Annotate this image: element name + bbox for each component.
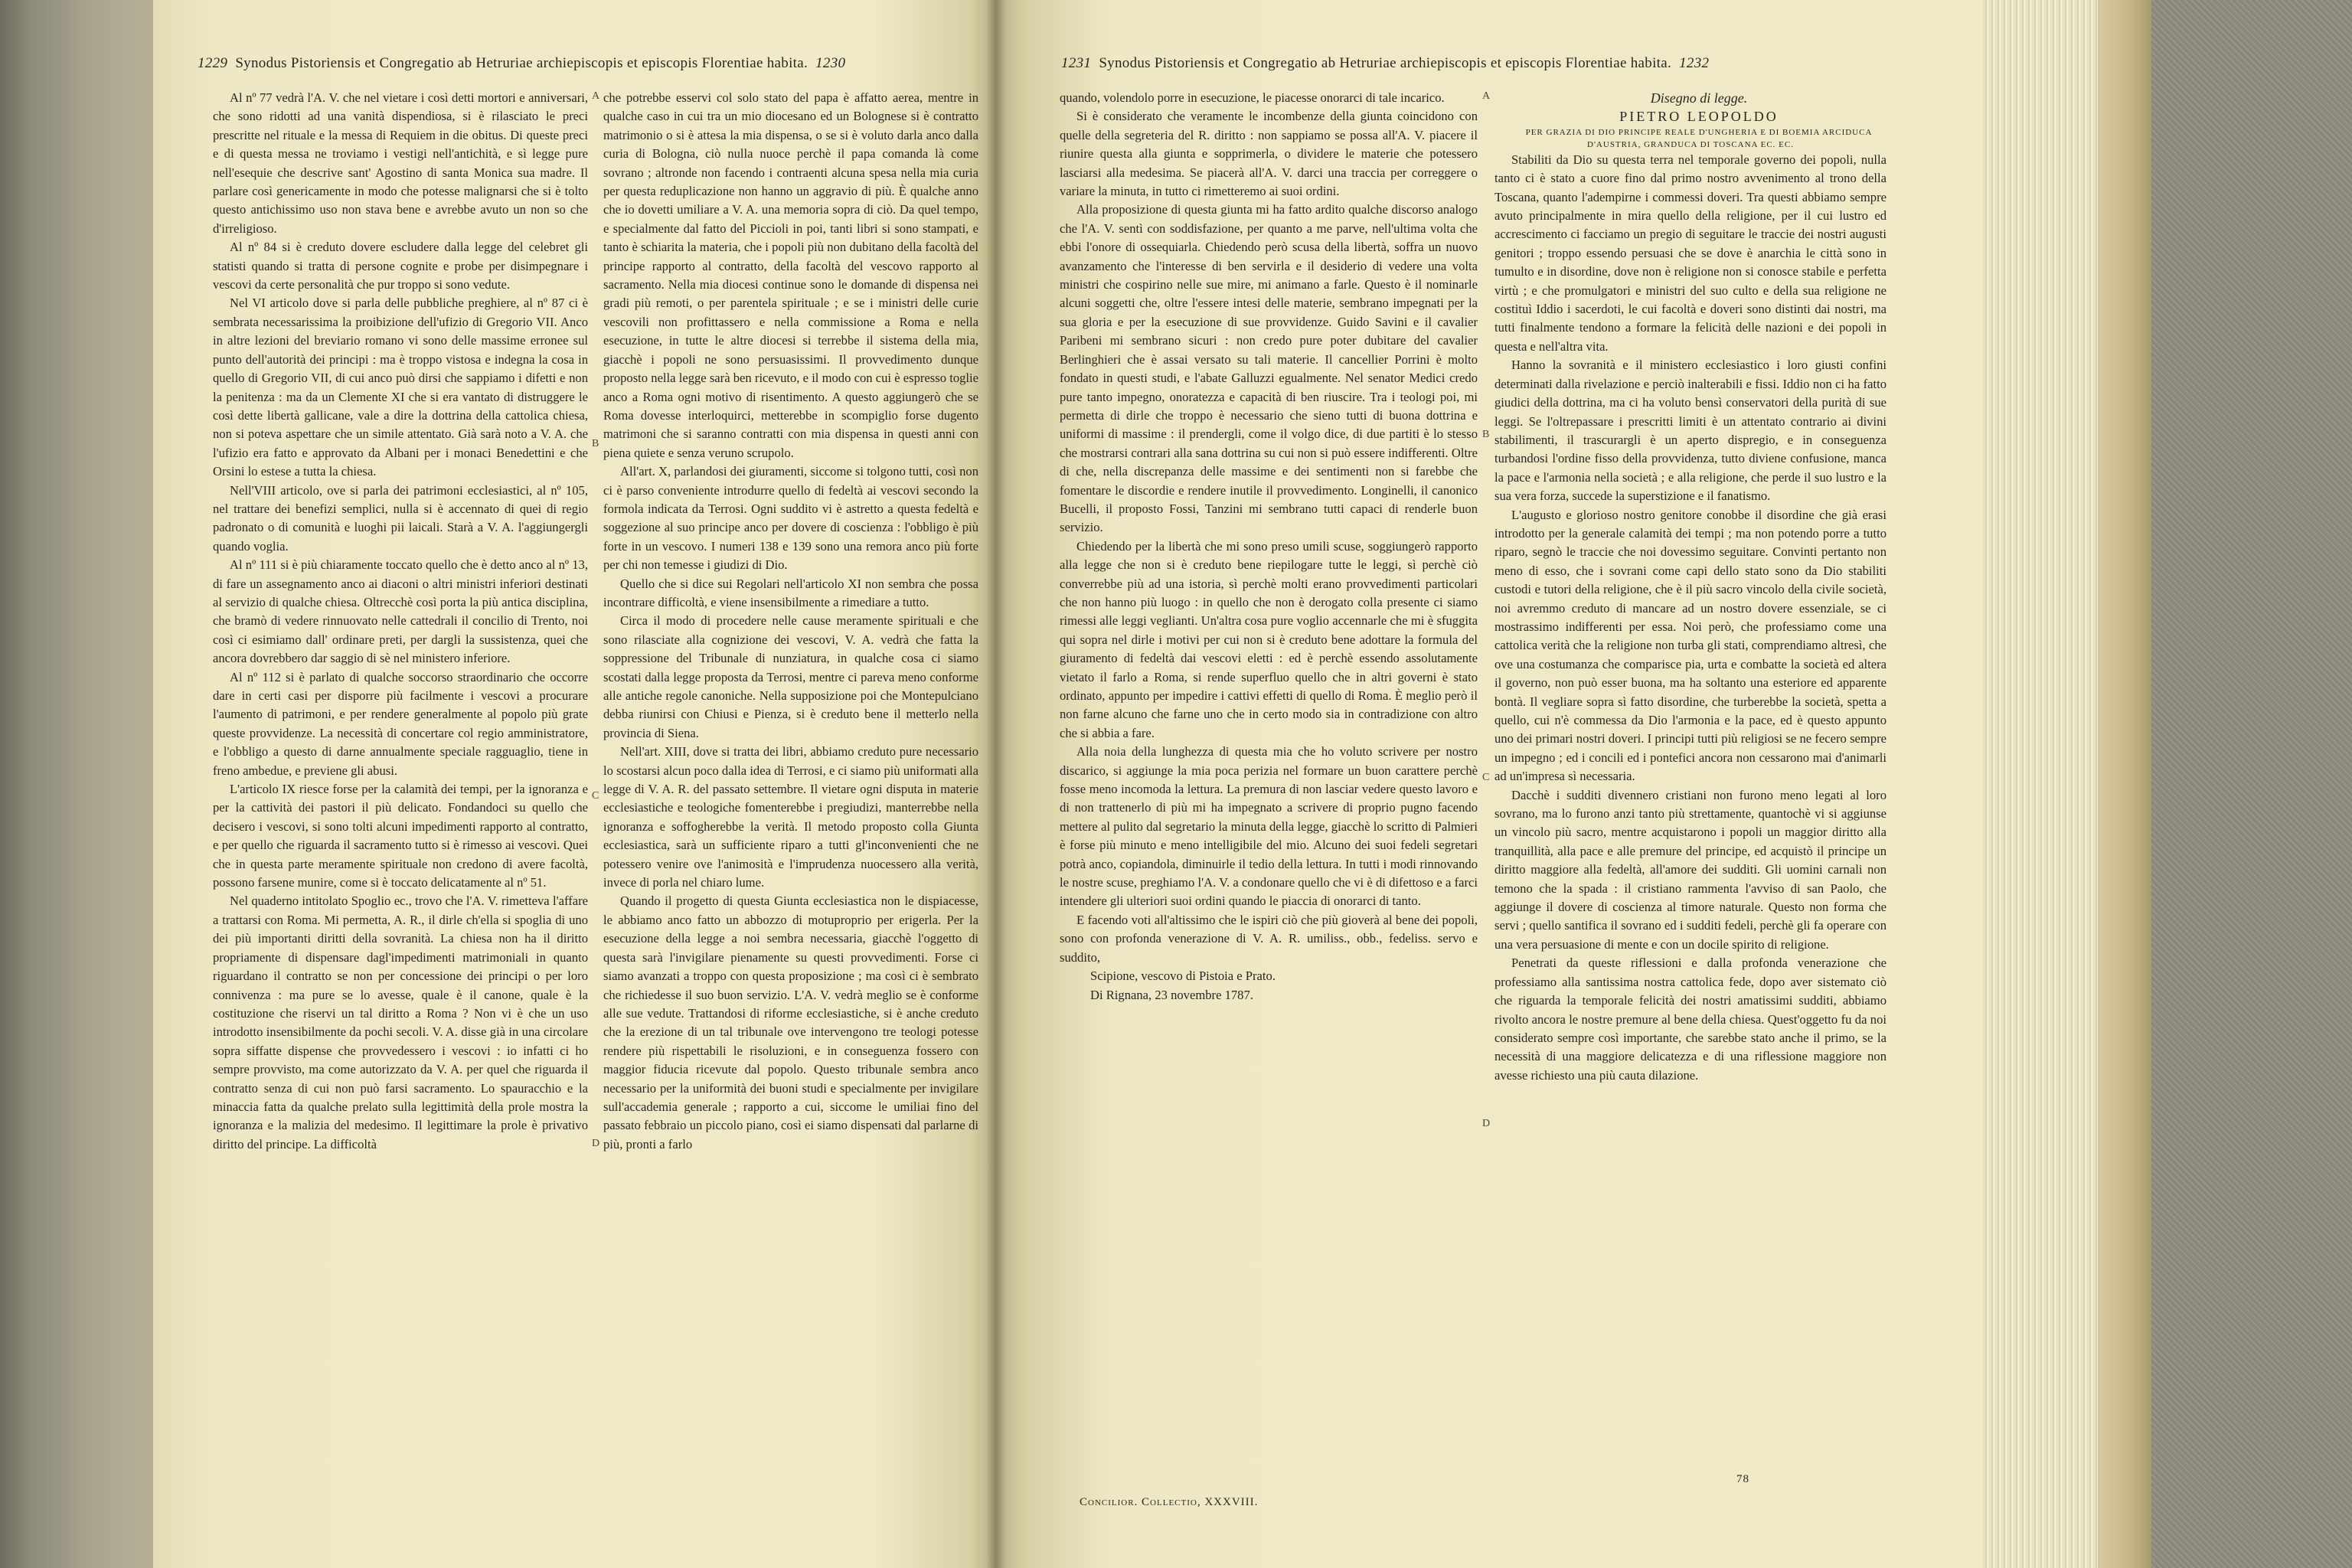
right-page — [995, 0, 1983, 1568]
paragraph: Dacchè i sudditi divennero cristiani non furono meno legati al loro sovrano, ma lo furono anzi tanto più strettamente, quantochè vi si aggiunse un vincolo più sacro, mentre acquistarono i popoli un maggior diritto alla tranquillità, alla pace e alle premure del principe, ed acquistò il principe un diritto maggiore alla fedeltà, all'amore dei sudditi. Gli uomini carnali non temono che la spada : il cristiano rammenta l'avviso di san Paolo, che aggiunge il dovere di coscienza al timore naturale. Questo non forma che servi ; quello santifica il sovrano ed i sudditi fedeli, perchè gli fa operare con una vera persuasione di mente e con un docile spirito di religione. — [1494, 787, 1886, 952]
paragraph: Hanno la sovranità e il ministero ecclesiastico i loro giusti confini determinati dalla rivelazione e perciò inalterabili e fissi. Iddio non ci ha fatto giudici della dottrina, ma ci ha voluto bensì conservatori della purità di sue leggi. Se l'oltrepassare i prescritti limiti è un attentato contrario ai divini stabilimenti, il trascurargli è un aperto dispregio, e in conseguenza turbandosi l'ordine fisso della provvidenza, tutto diviene confusione, manca la pace e l'armonia nella società ; e alla religione, che perde il suo lustro e la sua vera forza, succede la superstizione e il fanatismo. — [1494, 358, 1886, 504]
paragraph: Al nº 111 si è più chiaramente toccato quello che è detto anco al nº 13, di fare un assegnamento anco ai diaconi o altri ministri inferiori destinati al servizio di qualche chiesa. Oltrecchè così porta la più antica disciplina, che bramò di vedere rinnuovato nelle cattedrali il concilio di Trento, noi così ci esimiamo dall' ordinare preti, per dargli la sussistenza, quei che ancora dovrebbero dar saggio di sè nel ministero inferiore. — [213, 557, 588, 666]
paragraph: Nel quaderno intitolato Spoglio ec., trovo che l'A. V. rimetteva l'affare a trattarsi con Roma. Mi permetta, A. R., il dirle ch'ella si spoglia di uno dei più importanti diritti della sovranità. La chiesa non ha il diritto propriamente di dispensare dagl'impedimenti matrimoniali in quanto riguardano il contratto se non per concessione dei principi o per loro connivenza : ma pure se lo avesse, quale è il canone, quale è la costituzione che riservi un tal diritto a Roma ? Non vi è che un uso introdotto insensibilmente da pochi secoli. V. A. disse già in una circolare sopra siffatte dispense che provvedessero i vescovi : io infatti ci ho sempre provvisto, ma come autorizzato da V. A. per quel che riguarda il contratto senza di cui non può farsi sacramento. Lo spauracchio e la minaccia fatta da qualche prelato sulla legittimità della prole mostra la ignoranza e la malizia del medesimo. Il legittimare la prole è privativo diritto del principe. La difficoltà — [213, 893, 588, 1152]
paragraph: Quando il progetto di questa Giunta ecclesiastica non le dispiacesse, le abbiamo anco fatto un abbozzo di motuproprio per erigerla. Per la esecuzione della legge a noi sembra necessaria, giacchè l'oggetto di questa sarà l'invigilare pienamente su questi provvedimenti. Forse ci siamo avanzati a troppo con questa proposizione ; ma così ci è sembrato che richiedesse il suo buon servizio. L'A. V. vedrà meglio se è conforme alle sue vedute. Trattandosi di riforme ecclesiastiche, si è anche creduto che la erezione di un tal tribunale ove intervengono tre teologi potesse rendere più rispettabili le risoluzioni, e in conseguenza fossero con maggior fiducia ricevute dal popolo. Questo tribunale sembra anco necessario per la uniformità dei buoni studi e specialmente per invigilare sull'accademia generale ; rapporto a cui, siccome le umiliai fino del passato febbraio un piccolo piano, così ei siamo dispensati dal parlarne di più, pronti a farlo — [603, 893, 978, 1152]
left-header-right-number: 1230 — [815, 55, 846, 71]
margin-letter-a: A — [592, 90, 600, 102]
margin-letter-d: D — [1482, 1118, 1491, 1129]
margin-letter-b: B — [592, 438, 599, 449]
paragraph: Si è considerato che veramente le incombenze della giunta coincidono con quelle della segreteria del R. diritto : non sappiamo se possa all'A. V. piacere il riunire questa alla giunta e sopprimerla, o dividere le materie che potessero lasciarsi alla medesima. Se piacerà all'A. V. darci una traccia per correggere o variare la minuta, in tutto ci rimetteremo ai suoi ordini. — [1060, 109, 1478, 199]
book-gutter — [986, 0, 1006, 1568]
paragraph: Stabiliti da Dio su questa terra nel temporale governo dei popoli, nulla tanto ci è stato a cuore fino dal primo nostro avvenimento al trono della Toscana, quanto l'adempirne i commessi doveri. Tra questi abbiamo sempre avuto principalmente in mira quello della religione, per il cui lustro ed accrescimento ci facciamo un pregio di seguitare le traccie dei nostri augusti genitori ; troppo essendo persuasi che se dove è anarchia le città sono in tumulto e in disordine, dove non è religione non si conosce stabile e perfetta virtù ; e che promulgatori e ministri del suo culto e della sua religione ne costituì Iddio i sacerdoti, le cui facoltà e doveri sono distinti dai nostri, ma tutti finalmente tendono a formare la felicità delle nazioni e dei popoli in questa e nell'altra vita. — [1494, 152, 1886, 354]
left-column-1 — [213, 89, 588, 1154]
paragraph: Circa il modo di procedere nelle cause meramente spirituali e che sono rilasciate alla cognizione dei vescovi, V. A. vedrà che fatta la soppressione del Tribunale di nunziatura, in qualche cosa ci siamo scostati dalla legge proposta da Terrosi, mentre ci pareva meno conforme alle antiche regole canoniche. Nella supposizione poi che Montepulciano debba riunirsi con Chiusi e Pienza, si è creduto bene il metterlo nella provincia di Siena. — [603, 613, 978, 740]
paragraph: che potrebbe esservi col solo stato del papa è affatto aerea, mentre in qualche caso in cui tra un mio diocesano ed un Bolognese si è contratto matrimonio o si è attesa la mia dispensa, o se si è voluto darla anco dalla curia di Bologna, ciò nulla nuoce perchè il papa comanda là come sovrano ; altronde non facendo i contraenti alcuna spesa nella mia curia per questa reduplicazione non hanno un aggravio di più. È qualche anno che io dovetti umiliare a V. A. una memoria sopra di ciò. Da quel tempo, e specialmente dal fatto del Piccioli in poi, tanti libri si sono stampati, e tanto è schiarita la materia, che i popoli più non dubitano della facoltà del principe rapporto al contratto, della facoltà del vescovo rapporto al sacramento. Nella mia diocesi continue sono le domande di dispensa nei gradi più remoti, o per parentela spirituale ; e se i ministri delle curie vescovili non profittassero e nella commissione a Roma e nella esecuzione, in tutte le altre diocesi si terrebbe il sistema della mia, giacchè i popoli ne sono persuasissimi. Il provvedimento dunque proposto nella legge sarà ben ricevuto, e il modo con cui è espresso toglie anco a Roma ogni motivo di risentimento. A questo aggiungerò che se Roma dovesse interloquirci, metterebbe in scompiglio forse dugento matrimoni che si saranno contratti con mia dispensa in questi anni con piena quiete e senza veruno scrupolo. — [603, 90, 978, 460]
page-edges — [1983, 0, 2098, 1568]
letter-date: Di Rignana, 23 novembre 1787. — [1090, 987, 1253, 1002]
left-page — [153, 0, 995, 1568]
paragraph: L'augusto e glorioso nostro genitore conobbe il disordine che già erasi introdotto per la generale calamità dei tempi ; ma non potendo porre a tutto riparo, segnò le traccie che noi dovessimo seguitare. Convinti pertanto non meno di esso, che i sovrani come capi dello stato sono da Dio stabiliti custodi e tutori della religione, che è il più sacro vincolo della civile società, noi avremmo creduto di mancare ad un nostro dovere essenziale, se ci mostrassimo indifferenti per essa. Noi però, che professiamo come una cattolica verità che la religione non turba gli stati, comprendiamo altresì, che ove una costumanza che comparisce pia, urta e combatte la società ed altera il governo, non può esser buona, ma ha soltanto una esteriore ed apparente bontà. Il vegliare sopra sì fatto disordine, che turberebbe la società, spetta a quello, cui n'è commessa da Dio l'armonia e la pace, ed è questo appunto uno dei primari nostri doveri. I principi tutti più religiosi se ne fecero sempre un impegno ; ed i concili ed i pontefici ancora non cessarono mai d'animarli ad un'impresa sì necessaria. — [1494, 507, 1886, 784]
sovereign-name: PIETRO LEOPOLDO — [1619, 109, 1779, 125]
right-column-1 — [1060, 89, 1478, 1004]
paragraph: Nell'art. XIII, dove si tratta dei libri, abbiamo creduto pure necessario lo scostarsi alcun poco dalla idea di Terrosi, e ci siamo più uniformati alla legge di V. A. R. del passato settembre. Il vietare ogni disputa in materie ecclesiastiche e teologiche fomenterebbe i pregiudizi, manterrebbe nella ignoranza e soffogherebbe la verità. Il metodo proposto colla Giunta ecclesiastica, sarà un sufficiente riparo a tutti gl'inconvenienti che ne potessero venire ove l'animosità e l'imprudenza nuocessero alla verità, invece di porla nel chiaro lume. — [603, 744, 978, 890]
margin-letter-c: C — [592, 790, 599, 802]
margin-letter-b: B — [1482, 429, 1490, 440]
sovereign-titles: PER GRAZIA DI DIO PRINCIPE REALE D'UNGHERIA E DI BOEMIA ARCIDUCA D'AUSTRIA, GRANDUCA DI TOSCANA EC. EC. — [1525, 127, 1873, 149]
paragraph: E facendo voti all'altissimo che le ispiri ciò che più gioverà al bene dei popoli, sono con profonda venerazione di V. A. R. umiliss., obb., fedeliss. servo e suddito, — [1060, 912, 1478, 965]
paragraph: Nel VI articolo dove si parla delle pubbliche preghiere, al nº 87 ci è sembrata necessarissima la proibizione dell'ufizio di Gregorio VII. Anco in altre lezioni del breviario romano vi sono delle massime erronee sul punto dell'autorità dei principi : ma è troppo vistosa e indegna la cosa in quello di Gregorio VII, di cui anco può dirsi che sappiamo i difetti e non la penitenza : ma da un Clemente XI che si era vantato di distruggere le così dette libertà gallicane, vale a dire la dottrina della cattolica chiesa, non si poteva aspettare che un simile attentato. Già sarà noto a V. A. che l'ufizio era fatto e approvato da Albani per i monaci Benedettini e che Orsini lo estese a tutta la chiesa. — [213, 296, 588, 479]
right-column-2 — [1494, 89, 1886, 1085]
paragraph: Alla noia della lunghezza di questa mia che ho voluto scrivere per nostro discarico, si aggiunge la mia poca perizia nel formare un buon carattere perchè fosse meno incomoda la lettura. La premura di non lasciar vedere questo lavoro e di non trattenerlo di più mi ha impegnato a scrivere di proprio pugno facendo mettere al pulito dal segretario la minuta della legge, giacchè lo scritto di Palmieri è forse più minuto e meno intelligibile del mio. Alcuno dei suoi fedeli segretari potrà anco, copiandola, diminuirle il tedio della lettura. In tutti i modi rinnovando le nostre scuse, preghiamo l'A. V. a condonare quello che vi è di difettoso e a farci intendere gli ulteriori suoi ordini quando le piaccia di onorarci di tanto. — [1060, 744, 1478, 909]
paragraph: All'art. X, parlandosi dei giuramenti, siccome si tolgono tutti, così non ci è parso conveniente introdurre quello di fedeltà ai vescovi secondo la formola indicata da Terrosi. Ogni suddito vi è astretto a questa fedeltà e soggezione al suo principe anco per dovere di coscienza : l'obbligo è più forte in un vescovo. I numeri 138 e 139 sono una remora anco più forte per chi non temesse i giudizi di Dio. — [603, 464, 978, 573]
paragraph: Chiedendo per la libertà che mi sono preso umili scuse, soggiungerò rapporto alla legge che non si è creduto bene riepilogare tutte le leggi, sì perchè ciò converrebbe più ad una istoria, sì perchè molti erano provvedimenti particolari che non hanno più luogo : in quello che non è derogato colla presente ci siamo rimessi alle leggi veglianti. Un'altra cosa pure voglio accennarle che mi è sfuggita qui sopra nel dirle i motivi per cui non si è creduto bene adottare la formula del giuramento di fedeltà dai vescovi eletti : ed è perchè essendo assolutamente vietato il farlo a Roma, si rende superfluo quello che in altri governi è stato ordinato, appunto per impedire i cattivi effetti di quello di Roma. È meglio però il non farne alcuno che farne uno che in certo modo sia in contradizione con altro che si abbia a fare. — [1060, 538, 1478, 740]
right-header-left-number: 1231 — [1061, 55, 1092, 71]
paragraph: Alla proposizione di questa giunta mi ha fatto ardito qualche discorso analogo che l'A. V. sentì con soddisfazione, per quanto a me parve, nell'ultima volta che ebbi l'onore di ossequiarla. Chiedendo però scusa della libertà, soffra un nuovo avanzamento che l'interesse di ben servirla e il desiderio di vedere una volta ministri che cospirino nelle sue mire, mi animano a farle. Questo è il nominarle alcuni soggetti che, oltre l'essere intesi delle materie, sembrano impegnati per la sua gloria e per la esecuzione di sue provvidenze. Guido Savini e il cavalier Paribeni mi sembrano sicuri : non credo pure poter dubitare del cavalier Berlinghieri che è assai versato su tali materie. Il cancellier Porrini è molto fondato in questi studi, e l'abate Galluzzi egualmente. Nel senator Medici credo pure tanto impegno, onoratezza e capacità di ben riuscire. Tra i teologi poi, mi permetta di dirle che troppo è necessario che sieno tutti di buona dottrina e uniformi di massime : il prendergli, come il volgo dice, di due partiti è lo stesso che mostrarsi contrari alla sana dottrina su cui non si può essere indifferenti. Oltre di che, nella discrepanza delle massime e dei sentimenti non si farebbe che fomentare le discordie e rendere inutile il provvedimento. Longinelli, il canonico Bucelli, il proposto Fossi, Tanzini mi sembrano tutti capaci di renderle buon servizio. — [1060, 202, 1478, 535]
paragraph: Quello che si dice sui Regolari nell'articolo XI non sembra che possa incontrare difficoltà, e viene insensibilmente a rimediare a tutto. — [603, 576, 978, 609]
collection-footer: Concilior. Collectio, XXXVIII. — [1080, 1496, 1259, 1508]
left-column-2 — [603, 89, 978, 1154]
paragraph: L'articolo IX riesce forse per la calamità dei tempi, per la ignoranza e per la cattività dei pastori il più delicato. Fondandoci su quello che decisero i vescovi, si sono tolti alcuni impedimenti rapporto al contratto, e per quello che riguarda il sacramento tutto si è rimesso ai vescovi. Quei che in questa parte meramente spirituale non credono di avere facoltà, possono farsene munire, come si è toccato delicatamente al nº 51. — [213, 782, 588, 890]
paragraph: quando, volendolo porre in esecuzione, le piacesse onorarci di tale incarico. — [1060, 90, 1445, 105]
right-header-title: Synodus Pistoriensis et Congregatio ab Hetruriae archiepiscopis et episcopis Florentiae habita. — [1099, 55, 1672, 71]
margin-letter-a: A — [1482, 90, 1491, 102]
signature: Scipione, vescovo di Pistoia e Prato. — [1090, 969, 1276, 984]
background-board — [2151, 0, 2352, 1568]
left-header-title: Synodus Pistoriensis et Congregatio ab Hetruriae archiepiscopis et episcopis Florentiae habita. — [235, 55, 808, 71]
margin-letter-d: D — [592, 1138, 600, 1149]
book-binding-edge — [2098, 0, 2151, 1568]
paragraph: Penetrati da queste riflessioni e dalla profonda venerazione che professiamo alla santissima nostra cattolica fede, dopo aver sistemato ciò che riguarda la temporale felicità dei nostri amatissimi sudditi, abbiamo rivolto ancora le nostre premure al bene della chiesa. Quest'oggetto fu da noi considerato sempre così importante, che sarebbe stato anche il primo, se la necessità di una maggiore delicatezza e di una riflessione maggiore non avesse richiesto una più cauta dilazione. — [1494, 956, 1886, 1083]
right-header-right-number: 1232 — [1679, 55, 1710, 71]
paragraph: Al nº 77 vedrà l'A. V. che nel vietare i così detti mortori e anniversari, che sono ridotti ad una vanità dispendiosa, si è rilasciato le preci prescritte nel rituale e la messa di Requiem in die obitus. Di queste preci e di questa messa ne troviamo i vestigi nell'antichità, e sì legge pure nell'esequie che descrive sant' Agostino di santa Monica sua madre. Il parlare così genericamente in modo che potesse malignarsi che si è tolto questo antichissimo uso non stava bene e avrebbe avuto un non so che d'irreligioso. — [213, 90, 588, 236]
bill-title: Disegno di legge. — [1650, 90, 1748, 106]
paragraph: Al nº 112 si è parlato di qualche soccorso straordinario che occorre dare in certi casi per disporre più facilmente i vescovi a procurare l'aumento di patrimoni, e per rendere generalmente al popolo più grate queste provvidenze. La necessità di concertare col regio amministratore, e l'obbligo a questo di darne annualmente speciale ragguaglio, tiene in freno ambedue, e previene gli abusi. — [213, 669, 588, 778]
paragraph: Nell'VIII articolo, ove si parla dei patrimoni ecclesiastici, al nº 105, nel trattare dei benefizi semplici, nulla si è accennato di quei di regio padronato o di comunità e luoghi pii laicali. Starà a V. A. l'aggiungergli quando voglia. — [213, 482, 588, 554]
margin-letter-c: C — [1482, 772, 1490, 783]
left-page-header — [198, 55, 845, 72]
signature-mark: 78 — [1736, 1473, 1749, 1485]
left-header-left-number: 1229 — [198, 55, 228, 71]
paragraph: Al nº 84 si è creduto dovere escludere dalla legge del celebret gli statisti quando si tratta di persone cognite e probe per disimpegnare i vescovi da certe personalità che pur troppo si sono vedute. — [213, 240, 588, 292]
right-page-header — [1061, 55, 1709, 72]
